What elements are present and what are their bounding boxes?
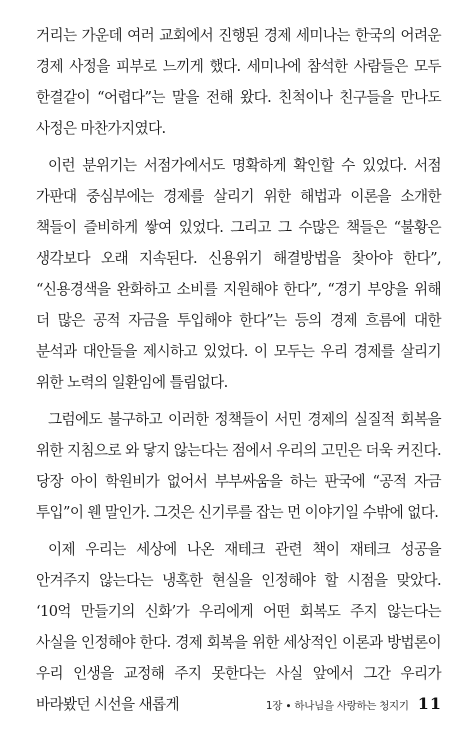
paragraph-1: 거리는 가운데 여러 교회에서 진행된 경제 세미나는 한국의 어려운 경제 사정을 피부로 느끼게 했다. 세미나에 참석한 사람들은 모두 한결같이 “어렵다”는 말을 전해 왔다. 친척이나 친구들을 만나도 사정은 마찬가지였다. xyxy=(36,27,441,137)
page-footer xyxy=(266,694,442,713)
page-body xyxy=(36,20,441,726)
paragraph-4: 이제 우리는 세상에 나온 재테크 관련 책이 재테크 성공을 안겨주지 않는다는 냉혹한 현실을 인정해야 할 시점을 맞았다. ‘10억 만들기의 신화’가 우리에게 어떤 회복도 주지 않는다는 사실을 인정해야 한다. 경제 회복을 위한 세상적인 이론과 방법론이 우리 인생을 교정해 주지 못한다는 사실 앞에서 그간 우리가 바라봤던 시선을 새롭게 xyxy=(36,541,441,713)
page-number: 11 xyxy=(417,694,442,713)
running-footer-title: 1장 ∙ 하나님을 사랑하는 청지기 xyxy=(265,700,409,712)
paragraph-2: 이런 분위기는 서점가에서도 명확하게 확인할 수 있었다. 서점 가판대 중심부에는 경제를 살리기 위한 해법과 이론을 소개한 책들이 즐비하게 쌓여 있었다. 그리고 그 수많은 책들은 “불황은 생각보다 오래 지속된다. 신용위기 해결방법을 찾아야 한다”, “신용경색을 완화하고 소비를 지원해야 한다”, “경기 부양을 위해 더 많은 공적 자금을 투입해야 한다”는 등의 경제 흐름에 대한 분석과 대안들을 제시하고 있었다. 이 모두는 우리 경제를 살리기 위한 노력의 일환임에 틀림없다. xyxy=(36,157,441,391)
paragraph-3: 그럼에도 불구하고 이러한 정책들이 서민 경제의 실질적 회복을 위한 지침으로 와 닿지 않는다는 점에서 우리의 고민은 더욱 커진다. 당장 아이 학원비가 없어서 부부싸움을 하는 판국에 “공적 자금 투입”이 웬 말인가. 그것은 신기루를 잡는 먼 이야기일 수밖에 없다. xyxy=(36,411,441,521)
